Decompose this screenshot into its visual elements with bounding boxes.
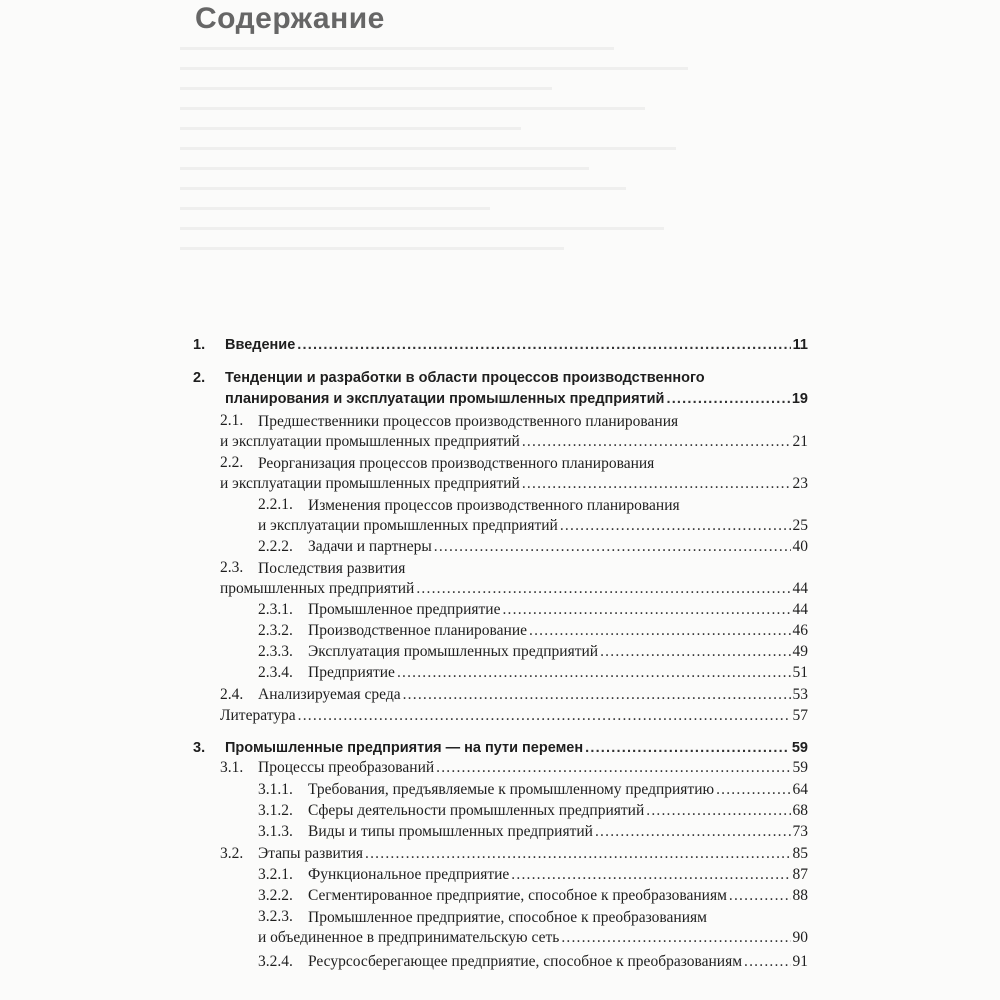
dot-leader	[502, 600, 790, 620]
toc-entry-2-4[interactable]	[220, 685, 808, 705]
toc-entry-3-1-2[interactable]	[258, 801, 808, 821]
toc-entry-2-1[interactable]	[220, 411, 808, 452]
toc-title: Процессы преобразований	[258, 759, 435, 776]
toc-entry-2-2-2[interactable]	[258, 537, 808, 557]
toc-number: 2.3.	[220, 559, 244, 576]
dot-leader	[511, 865, 790, 885]
toc-title: Этапы развития	[258, 845, 364, 862]
toc-entry-2-3-3[interactable]	[258, 642, 808, 662]
dot-leader	[744, 952, 790, 972]
toc-number: 2.2.1.	[258, 496, 293, 513]
toc-page: 90	[792, 929, 808, 946]
toc-title: Анализируемая среда	[258, 686, 401, 703]
toc-page: 51	[792, 664, 808, 681]
toc-number: 3.1.3.	[258, 823, 293, 840]
toc-entry-2-2[interactable]	[220, 453, 808, 494]
toc-number: 3.1.1.	[258, 781, 293, 798]
toc-page: 87	[792, 866, 808, 883]
toc-number: 3.2.4.	[258, 953, 293, 970]
toc-title: Сферы деятельности промышленных предприятий	[308, 802, 645, 819]
dot-leader	[716, 780, 790, 800]
toc-title: Требования, предъявляемые к промышленному предприятию	[308, 781, 715, 798]
toc-page: 40	[792, 538, 808, 555]
toc-title-line-2: планирования и эксплуатации промышленных предприятий	[225, 391, 665, 407]
toc-number: 2.3.2.	[258, 622, 293, 639]
toc-page: 85	[792, 845, 808, 862]
toc-number: 2.2.2.	[258, 538, 293, 555]
toc-entry-2-3-4[interactable]	[258, 663, 808, 683]
toc-number: 1.	[193, 337, 206, 353]
toc-title-line-2: и объединенное в предпринимательскую сеть	[258, 929, 560, 946]
toc-page: 57	[792, 707, 808, 724]
toc-title: Виды и типы промышленных предприятий	[308, 823, 593, 840]
toc-entry-3-1-1[interactable]	[258, 780, 808, 800]
toc-number: 3.2.1.	[258, 866, 293, 883]
dot-leader	[646, 801, 790, 821]
toc-title: Ресурсосберегающее предприятие, способное к преобразованиям	[308, 953, 743, 970]
toc-title: Задачи и партнеры	[308, 538, 432, 555]
toc-entry-3-1[interactable]	[220, 758, 808, 778]
toc-page: 53	[792, 686, 808, 703]
toc-page: 21	[792, 433, 808, 450]
dot-leader	[585, 738, 790, 758]
toc-number: 3.2.2.	[258, 887, 293, 904]
toc-number: 2.	[193, 370, 206, 386]
toc-title-line-2: и эксплуатации промышленных предприятий	[220, 475, 520, 492]
toc-title-line-1: Промышленное предприятие, способное к преобразованиям	[308, 909, 707, 926]
toc-number: 3.1.2.	[258, 802, 293, 819]
toc-title-line-1: Предшественники процессов производственного планирования	[258, 413, 679, 430]
toc-title-line-1: Тенденции и разработки в области процессов производственного	[225, 370, 705, 386]
dot-leader	[560, 516, 791, 536]
toc-title: Введение	[225, 337, 296, 353]
toc-entry-3-2-2[interactable]	[258, 886, 808, 906]
dot-leader	[365, 844, 790, 864]
toc-number: 2.3.4.	[258, 664, 293, 681]
toc-entry-3-2-1[interactable]	[258, 865, 808, 885]
dot-leader	[397, 663, 791, 683]
dot-leader	[403, 685, 791, 705]
toc-page: 91	[792, 953, 808, 970]
toc-page: 23	[792, 475, 808, 492]
dot-leader	[561, 928, 790, 948]
dot-leader	[729, 886, 791, 906]
toc-entry-2-3-1[interactable]	[258, 600, 808, 620]
dot-leader	[600, 642, 790, 662]
toc-page: 59	[791, 740, 808, 756]
toc-page: 59	[792, 759, 808, 776]
toc-number: 3.1.	[220, 759, 244, 776]
toc-page: 68	[792, 802, 808, 819]
toc-entry-3-2-3[interactable]	[258, 907, 808, 948]
toc-page: 73	[792, 823, 808, 840]
toc-number: 3.2.	[220, 845, 244, 862]
toc-title: Промышленные предприятия — на пути перемен	[225, 740, 584, 756]
toc-entry-2[interactable]	[193, 368, 808, 409]
toc-title: Эксплуатация промышленных предприятий	[308, 643, 599, 660]
toc-entry-2-3[interactable]	[220, 558, 808, 599]
toc-entry-literature[interactable]	[220, 706, 808, 726]
dot-leader	[529, 621, 790, 641]
toc-title: Предприятие	[308, 664, 395, 681]
toc-title: Литература	[220, 707, 296, 724]
toc-title-line-2: и эксплуатации промышленных предприятий	[220, 433, 520, 450]
toc-title: Сегментированное предприятие, способное к преобразованиям	[308, 887, 727, 904]
toc-number: 2.3.1.	[258, 601, 293, 618]
page-title: Содержание	[195, 2, 385, 35]
dot-leader	[522, 474, 791, 494]
dot-leader	[416, 579, 790, 599]
toc-page: 46	[792, 622, 808, 639]
toc-number: 3.	[193, 740, 206, 756]
dot-leader	[522, 432, 791, 452]
dot-leader	[298, 706, 791, 726]
toc-entry-2-2-1[interactable]	[258, 495, 808, 536]
toc-title: Функциональное предприятие	[308, 866, 510, 883]
toc-number: 2.2.	[220, 454, 244, 471]
toc-title-line-1: Реорганизация процессов производственного планирования	[258, 455, 655, 472]
toc-page: 19	[791, 391, 808, 407]
toc-title: Промышленное предприятие	[308, 601, 501, 618]
toc-title-line-2: промышленных предприятий	[220, 580, 415, 597]
toc-number: 2.1.	[220, 412, 244, 429]
toc-entry-3-2-4[interactable]	[258, 952, 808, 972]
dot-leader	[436, 758, 790, 778]
toc-page: 88	[792, 887, 808, 904]
toc-number: 2.4.	[220, 686, 244, 703]
toc-page: 11	[792, 337, 808, 353]
toc-page: 44	[792, 601, 808, 618]
toc-page: 25	[792, 517, 808, 534]
toc-title: Производственное планирование	[308, 622, 528, 639]
toc-entry-1[interactable]	[193, 335, 808, 355]
toc-entry-2-3-2[interactable]	[258, 621, 808, 641]
toc-entry-3-1-3[interactable]	[258, 822, 808, 842]
toc-title-line-2: и эксплуатации промышленных предприятий	[258, 517, 558, 534]
toc-number: 2.3.3.	[258, 643, 293, 660]
toc-page: 49	[792, 643, 808, 660]
toc-page: 44	[792, 580, 808, 597]
toc-entry-3[interactable]	[193, 738, 808, 758]
toc-number: 3.2.3.	[258, 908, 293, 925]
dot-leader	[297, 335, 790, 355]
dot-leader	[666, 389, 789, 409]
dot-leader	[434, 537, 791, 557]
toc-title-line-1: Последствия развития	[258, 560, 406, 577]
dot-leader	[595, 822, 791, 842]
toc-entry-3-2[interactable]	[220, 844, 808, 864]
toc-page: 64	[792, 781, 808, 798]
toc-title-line-1: Изменения процессов производственного планирования	[308, 497, 680, 514]
